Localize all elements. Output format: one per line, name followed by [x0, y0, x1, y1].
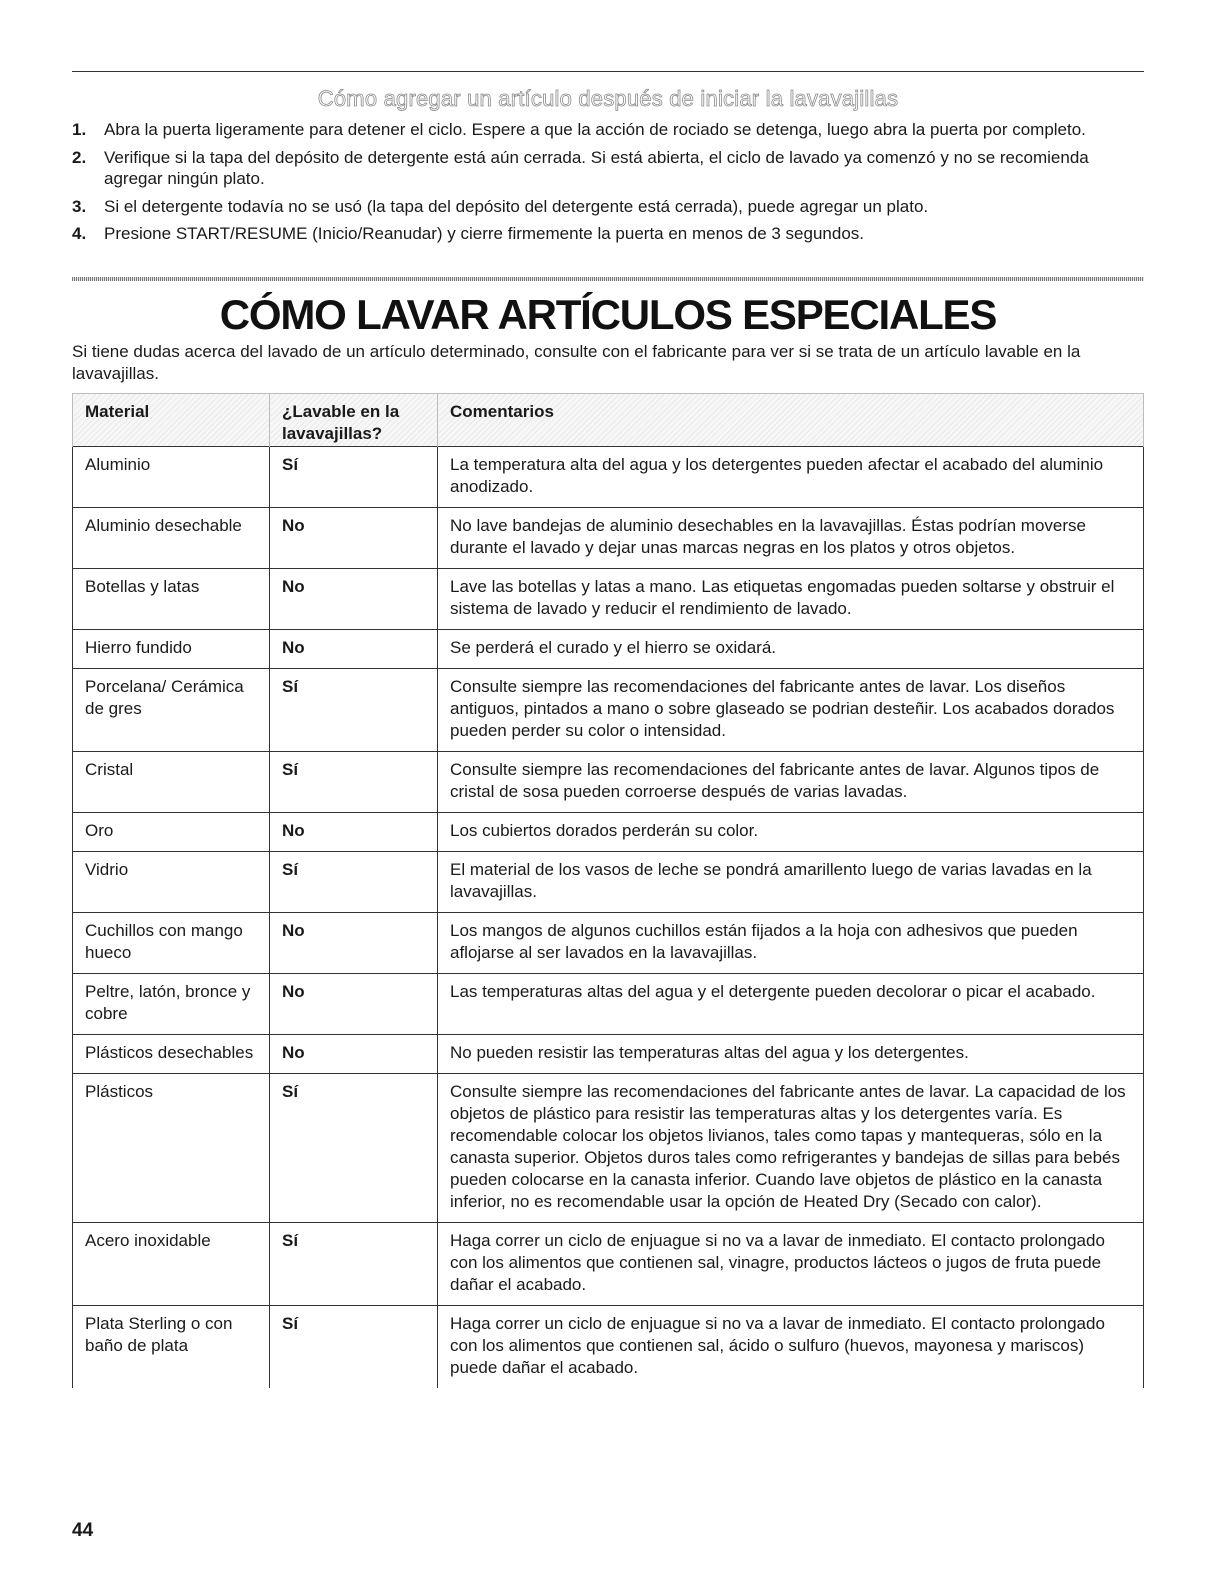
- material-cell: Cuchillos con mango hueco: [73, 913, 270, 974]
- step-text: Presione START/RESUME (Inicio/Reanudar) y cierre firmemente la puerta en menos de 3 segundos.: [104, 224, 864, 243]
- steps-list: [72, 119, 1144, 251]
- step-number: 1.: [72, 120, 87, 139]
- top-rule: [72, 71, 1144, 72]
- section-subheading: Cómo agregar un artículo después de iniciar la lavavajillas: [317, 86, 899, 111]
- table-row: [73, 974, 1144, 1035]
- page-title: CÓMO LAVAR ARTÍCULOS ESPECIALES: [219, 291, 997, 338]
- table-row: [73, 852, 1144, 913]
- table-row: [73, 508, 1144, 569]
- comment-cell: Haga correr un ciclo de enjuague si no va a lavar de inmediato. El contacto prolongado con los alimentos que contienen sal, vinagre, productos lácteos o jugos de fruta puede dañar el acabado.: [438, 1223, 1144, 1306]
- table-row: [73, 913, 1144, 974]
- header-comments: Comentarios: [438, 394, 1144, 447]
- material-cell: Oro: [73, 813, 270, 852]
- washable-cell: No: [270, 813, 438, 852]
- comment-cell: Consulte siempre las recomendaciones del fabricante antes de lavar. La capacidad de los objetos de plástico para resistir las temperaturas altas y los detergentes varía. Es recomendable colocar los objetos livianos, tales como tapas y mantequeras, sólo en la canasta superior. Objetos duros tales como refrigerantes y bandejas de sillas para bebés pueden colocarse en la canasta inferior. Cuando lave objetos de plástico en la canasta inferior, no es recomendable usar la opción de Heated Dry (Secado con calor).: [438, 1074, 1144, 1223]
- washable-cell: Sí: [270, 1306, 438, 1389]
- comment-cell: La temperatura alta del agua y los detergentes pueden afectar el acabado del aluminio anodizado.: [438, 447, 1144, 508]
- step-number: 2.: [72, 147, 87, 167]
- washable-cell: No: [270, 569, 438, 630]
- material-cell: Aluminio desechable: [73, 508, 270, 569]
- washable-cell: No: [270, 630, 438, 669]
- material-cell: Plásticos desechables: [73, 1035, 270, 1074]
- washable-cell: No: [270, 913, 438, 974]
- comment-cell: Los mangos de algunos cuchillos están fijados a la hoja con adhesivos que pueden aflojarse al ser lavados en la lavavajillas.: [438, 913, 1144, 974]
- comment-cell: Los cubiertos dorados perderán su color.: [438, 813, 1144, 852]
- header-material: Material: [73, 394, 270, 447]
- material-cell: Plásticos: [73, 1074, 270, 1223]
- comment-cell: El material de los vasos de leche se pondrá amarillento luego de varias lavadas en la lavavajillas.: [438, 852, 1144, 913]
- washable-cell: Sí: [270, 1223, 438, 1306]
- comment-cell: No lave bandejas de aluminio desechables en la lavavajillas. Éstas podrían moverse durante el lavado y dejar unas marcas negras en los platos y otros objetos.: [438, 508, 1144, 569]
- table-row: [73, 1035, 1144, 1074]
- washable-cell: Sí: [270, 669, 438, 752]
- washable-cell: No: [270, 508, 438, 569]
- materials-table: [72, 393, 1144, 1388]
- table-row: [73, 630, 1144, 669]
- table-row: [73, 813, 1144, 852]
- washable-cell: Sí: [270, 752, 438, 813]
- comment-cell: Lave las botellas y latas a mano. Las etiquetas engomadas pueden soltarse y obstruir el sistema de lavado y reducir el rendimiento de lavado.: [438, 569, 1144, 630]
- dotted-divider: [72, 277, 1144, 281]
- list-item: [72, 223, 1144, 245]
- table-row: [73, 1074, 1144, 1223]
- table-row: [73, 569, 1144, 630]
- table-header-row: [73, 394, 1144, 447]
- washable-cell: Sí: [270, 1074, 438, 1223]
- table-row: [73, 447, 1144, 508]
- washable-cell: Sí: [270, 447, 438, 508]
- washable-cell: No: [270, 974, 438, 1035]
- comment-cell: Las temperaturas altas del agua y el detergente pueden decolorar o picar el acabado.: [438, 974, 1144, 1035]
- comment-cell: Consulte siempre las recomendaciones del fabricante antes de lavar. Los diseños antiguos, pintados a mano o sobre glaseado se podrian desteñir. Los acabados dorados pueden perder su color o intensidad.: [438, 669, 1144, 752]
- washable-cell: Sí: [270, 852, 438, 913]
- material-cell: Plata Sterling o con baño de plata: [73, 1306, 270, 1389]
- step-text: Verifique si la tapa del depósito de detergente está aún cerrada. Si está abierta, el ciclo de lavado ya comenzó y no se recomienda agregar ningún plato.: [104, 147, 1089, 188]
- comment-cell: Se perderá el curado y el hierro se oxidará.: [438, 630, 1144, 669]
- table-row: [73, 1223, 1144, 1306]
- header-washable: ¿Lavable en la lavavajillas?: [270, 394, 438, 447]
- material-cell: Acero inoxidable: [73, 1223, 270, 1306]
- step-number: 4.: [72, 224, 87, 243]
- washable-cell: No: [270, 1035, 438, 1074]
- comment-cell: Consulte siempre las recomendaciones del fabricante antes de lavar. Algunos tipos de cristal de sosa pueden corroerse después de varias lavadas.: [438, 752, 1144, 813]
- material-cell: Aluminio: [73, 447, 270, 508]
- material-cell: Cristal: [73, 752, 270, 813]
- table-row: [73, 1306, 1144, 1389]
- page-number: 44: [72, 1520, 94, 1541]
- step-text: Si el detergente todavía no se usó (la tapa del depósito del detergente está cerrada), puede agregar un plato.: [104, 196, 929, 216]
- material-cell: Vidrio: [73, 852, 270, 913]
- intro-paragraph: Si tiene dudas acerca del lavado de un artículo determinado, consulte con el fabricante para ver si se trata de un artículo lavable en la lavavajillas.: [72, 342, 1081, 383]
- comment-cell: Haga correr un ciclo de enjuague si no va a lavar de inmediato. El contacto prolongado con los alimentos que contienen sal, ácido o sulfuro (huevos, mayonesa y mariscos) puede dañar el acabado.: [438, 1306, 1144, 1389]
- table-row: [73, 669, 1144, 752]
- step-text: Abra la puerta ligeramente para detener el ciclo. Espere a que la acción de rociado se detenga, luego abra la puerta por completo.: [104, 120, 1086, 139]
- step-number: 3.: [72, 196, 87, 216]
- table-row: [73, 752, 1144, 813]
- list-item: [72, 147, 1144, 190]
- material-cell: Porcelana/ Cerámica de gres: [73, 669, 270, 752]
- material-cell: Hierro fundido: [73, 630, 270, 669]
- list-item: [72, 119, 1144, 141]
- material-cell: Botellas y latas: [73, 569, 270, 630]
- comment-cell: No pueden resistir las temperaturas altas del agua y los detergentes.: [438, 1035, 1144, 1074]
- list-item: [72, 196, 1144, 218]
- material-cell: Peltre, latón, bronce y cobre: [73, 974, 270, 1035]
